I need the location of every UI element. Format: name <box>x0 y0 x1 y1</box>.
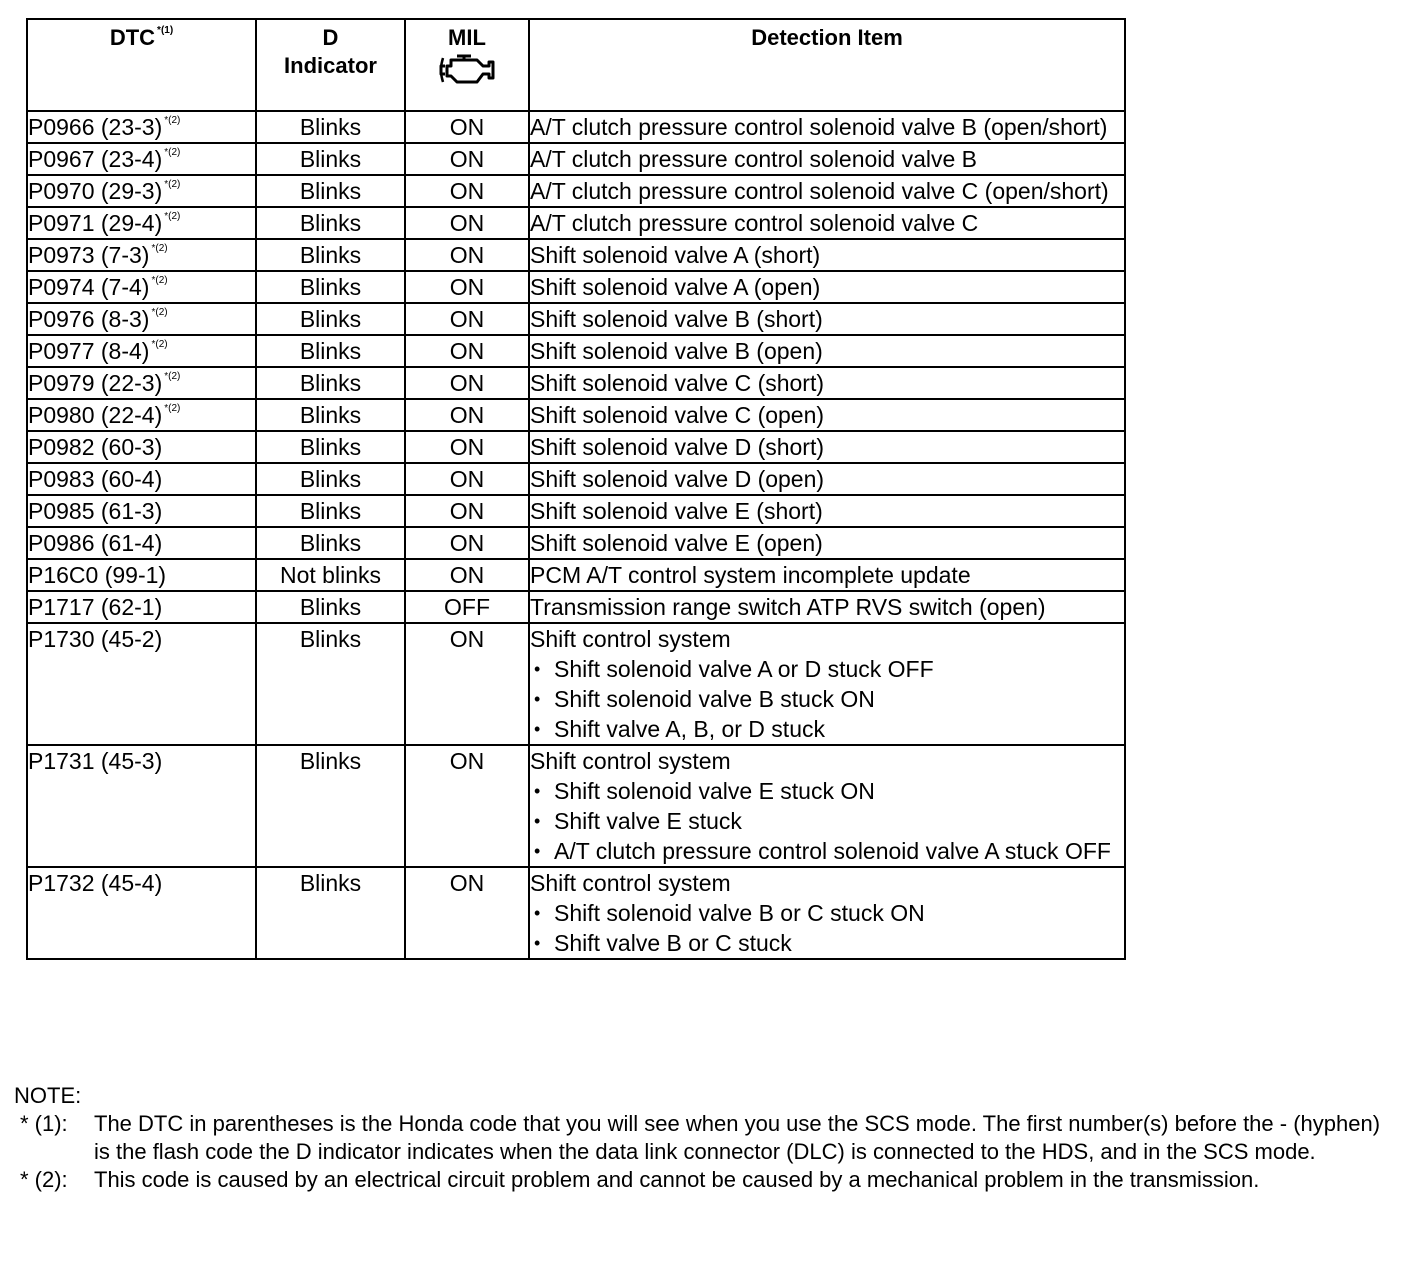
detection-bullet-item: • Shift valve B or C stuck <box>530 928 1124 958</box>
table-row <box>27 175 1125 207</box>
note-text: The DTC in parentheses is the Honda code that you will see when you use the SCS mode. The first number(s) before the - (hyphen) is the flash code the D indicator indicates when the data link connector (DLC) is connected to the HDS, and in the SCS mode. <box>94 1111 1381 1164</box>
detection-item-cell <box>529 463 1125 495</box>
detection-item-cell <box>529 399 1125 431</box>
dtc-note-ref: *(2) <box>151 243 168 254</box>
detection-item-text: A/T clutch pressure control solenoid valve B (open/short) <box>530 114 1108 140</box>
dtc-code-cell <box>27 111 256 143</box>
mil-status-cell: ON <box>405 335 529 367</box>
detection-item-text: Shift control system <box>530 870 731 896</box>
dtc-code: P1730 (45-2) <box>28 626 163 652</box>
mil-status-cell: ON <box>405 175 529 207</box>
dtc-code: P0983 (60-4) <box>28 466 163 492</box>
table-row <box>27 559 1125 591</box>
table-body <box>27 111 1125 959</box>
dtc-code-cell <box>27 271 256 303</box>
detection-item-cell <box>529 207 1125 239</box>
detection-item-cell <box>529 527 1125 559</box>
detection-item-cell <box>529 623 1125 745</box>
mil-status-cell: ON <box>405 399 529 431</box>
dtc-note-ref: *(2) <box>164 179 181 190</box>
header-dtc-label: DTC <box>109 25 156 50</box>
d-indicator-cell: Blinks <box>256 463 405 495</box>
mil-status-cell: ON <box>405 207 529 239</box>
detection-bullet-item: • Shift solenoid valve E stuck ON <box>530 776 1124 806</box>
dtc-code-cell <box>27 559 256 591</box>
detection-bullet-list <box>530 776 1124 866</box>
detection-bullet-item: • A/T clutch pressure control solenoid valve A stuck OFF <box>530 836 1124 866</box>
dtc-note-ref: *(2) <box>151 307 168 318</box>
table-row <box>27 463 1125 495</box>
detection-item-cell <box>529 559 1125 591</box>
detection-bullet-item: • Shift solenoid valve A or D stuck OFF <box>530 654 1124 684</box>
detection-item-text: Shift solenoid valve C (open) <box>530 402 825 428</box>
header-dtc-note-ref: *(1) <box>157 25 174 36</box>
dtc-code: P1731 (45-3) <box>28 748 163 774</box>
detection-bullet-item: • Shift valve E stuck <box>530 806 1124 836</box>
detection-item-cell <box>529 367 1125 399</box>
table-row <box>27 745 1125 867</box>
detection-item-text: PCM A/T control system incomplete update <box>530 562 971 588</box>
mil-status-cell: ON <box>405 303 529 335</box>
header-row <box>27 19 1125 111</box>
detection-item-cell <box>529 303 1125 335</box>
table-row <box>27 111 1125 143</box>
notes-list <box>14 1110 1384 1194</box>
note-item <box>14 1166 1384 1194</box>
detection-bullet-item: • Shift solenoid valve B or C stuck ON <box>530 898 1124 928</box>
d-indicator-cell: Blinks <box>256 591 405 623</box>
d-indicator-cell: Blinks <box>256 239 405 271</box>
d-indicator-cell: Blinks <box>256 867 405 959</box>
d-indicator-cell: Blinks <box>256 367 405 399</box>
detection-item-cell <box>529 495 1125 527</box>
detection-item-cell <box>529 745 1125 867</box>
header-detection-item-label: Detection Item <box>751 25 903 50</box>
detection-item-cell <box>529 175 1125 207</box>
mil-status-cell: ON <box>405 111 529 143</box>
dtc-code: P0980 (22-4) <box>28 402 163 428</box>
d-indicator-cell: Not blinks <box>256 559 405 591</box>
dtc-note-ref: *(2) <box>164 115 181 126</box>
detection-bullet-item: • Shift valve A, B, or D stuck <box>530 714 1124 744</box>
dtc-code: P0967 (23-4) <box>28 146 163 172</box>
dtc-code-cell <box>27 463 256 495</box>
table-row <box>27 303 1125 335</box>
detection-bullet-list <box>530 654 1124 744</box>
header-detection-item <box>529 19 1125 111</box>
detection-item-text: Shift solenoid valve D (short) <box>530 434 825 460</box>
dtc-note-ref: *(2) <box>151 275 168 286</box>
mil-status-cell: OFF <box>405 591 529 623</box>
dtc-code-cell <box>27 399 256 431</box>
d-indicator-cell: Blinks <box>256 527 405 559</box>
dtc-code: P0986 (61-4) <box>28 530 163 556</box>
dtc-code: P0982 (60-3) <box>28 434 163 460</box>
mil-status-cell: ON <box>405 495 529 527</box>
mil-status-cell: ON <box>405 367 529 399</box>
table-row <box>27 239 1125 271</box>
d-indicator-cell: Blinks <box>256 745 405 867</box>
d-indicator-cell: Blinks <box>256 175 405 207</box>
table-row <box>27 431 1125 463</box>
mil-status-cell: ON <box>405 867 529 959</box>
detection-item-cell <box>529 591 1125 623</box>
header-d-indicator-label: D Indicator <box>284 25 377 78</box>
d-indicator-cell: Blinks <box>256 431 405 463</box>
dtc-code: P0966 (23-3) <box>28 114 163 140</box>
detection-item-text: Shift solenoid valve B (open) <box>530 338 823 364</box>
d-indicator-cell: Blinks <box>256 271 405 303</box>
d-indicator-cell: Blinks <box>256 399 405 431</box>
d-indicator-cell: Blinks <box>256 623 405 745</box>
detection-item-text: Shift control system <box>530 748 731 774</box>
detection-item-text: Shift solenoid valve E (short) <box>530 498 823 524</box>
detection-item-text: Shift solenoid valve C (short) <box>530 370 825 396</box>
mil-status-cell: ON <box>405 143 529 175</box>
detection-item-text: Shift solenoid valve D (open) <box>530 466 825 492</box>
dtc-code: P16C0 (99-1) <box>28 562 167 588</box>
mil-status-cell: ON <box>405 527 529 559</box>
dtc-note-ref: *(2) <box>164 147 181 158</box>
table-row <box>27 867 1125 959</box>
detection-item-text: Transmission range switch ATP RVS switch (open) <box>530 594 1046 620</box>
detection-item-cell <box>529 111 1125 143</box>
dtc-code-cell <box>27 527 256 559</box>
mil-status-cell: ON <box>405 559 529 591</box>
dtc-code-cell <box>27 143 256 175</box>
header-d-indicator <box>256 19 405 111</box>
dtc-code-cell <box>27 335 256 367</box>
dtc-code-cell <box>27 431 256 463</box>
dtc-code: P0970 (29-3) <box>28 178 163 204</box>
note-item <box>14 1110 1384 1166</box>
detection-item-text: Shift solenoid valve B (short) <box>530 306 823 332</box>
table-row <box>27 399 1125 431</box>
notes-title: NOTE: <box>14 1083 82 1108</box>
d-indicator-cell: Blinks <box>256 495 405 527</box>
note-marker: * (2): <box>20 1167 68 1192</box>
detection-item-cell <box>529 143 1125 175</box>
header-mil <box>405 19 529 111</box>
mil-status-cell: ON <box>405 431 529 463</box>
dtc-note-ref: *(2) <box>151 339 168 350</box>
dtc-table <box>26 18 1126 960</box>
notes-section <box>14 1082 1384 1194</box>
detection-item-text: Shift solenoid valve A (open) <box>530 274 821 300</box>
dtc-code: P0976 (8-3) <box>28 306 150 332</box>
detection-item-text: A/T clutch pressure control solenoid valve B <box>530 146 978 172</box>
table-row <box>27 207 1125 239</box>
dtc-code: P0973 (7-3) <box>28 242 150 268</box>
dtc-code-cell <box>27 623 256 745</box>
table-row <box>27 623 1125 745</box>
dtc-code-cell <box>27 303 256 335</box>
note-text: This code is caused by an electrical circuit problem and cannot be caused by a mechanical problem in the transmission. <box>94 1167 1260 1192</box>
detection-bullet-list <box>530 898 1124 958</box>
detection-item-text: A/T clutch pressure control solenoid valve C <box>530 210 979 236</box>
table-row <box>27 271 1125 303</box>
dtc-note-ref: *(2) <box>164 371 181 382</box>
detection-item-text: A/T clutch pressure control solenoid valve C (open/short) <box>530 178 1109 204</box>
dtc-code-cell <box>27 867 256 959</box>
dtc-code-cell <box>27 745 256 867</box>
header-mil-label: MIL <box>448 25 486 50</box>
note-marker: * (1): <box>20 1111 68 1136</box>
dtc-code: P0977 (8-4) <box>28 338 150 364</box>
detection-bullet-item: • Shift solenoid valve B stuck ON <box>530 684 1124 714</box>
dtc-code-cell <box>27 207 256 239</box>
table-row <box>27 143 1125 175</box>
table-header <box>27 19 1125 111</box>
table-row <box>27 367 1125 399</box>
detection-item-cell <box>529 335 1125 367</box>
table-row <box>27 527 1125 559</box>
detection-item-cell <box>529 239 1125 271</box>
dtc-code: P1732 (45-4) <box>28 870 163 896</box>
dtc-code: P0985 (61-3) <box>28 498 163 524</box>
mil-status-cell: ON <box>405 745 529 867</box>
d-indicator-cell: Blinks <box>256 303 405 335</box>
detection-item-text: Shift control system <box>530 626 731 652</box>
d-indicator-cell: Blinks <box>256 207 405 239</box>
dtc-code: P1717 (62-1) <box>28 594 163 620</box>
dtc-code-cell <box>27 239 256 271</box>
dtc-code: P0979 (22-3) <box>28 370 163 396</box>
dtc-code: P0974 (7-4) <box>28 274 150 300</box>
table-row <box>27 335 1125 367</box>
mil-status-cell: ON <box>405 239 529 271</box>
mil-status-cell: ON <box>405 463 529 495</box>
mil-status-cell: ON <box>405 623 529 745</box>
dtc-note-ref: *(2) <box>164 211 181 222</box>
dtc-code-cell <box>27 367 256 399</box>
mil-status-cell: ON <box>405 271 529 303</box>
dtc-code: P0971 (29-4) <box>28 210 163 236</box>
table-row <box>27 591 1125 623</box>
detection-item-text: Shift solenoid valve A (short) <box>530 242 821 268</box>
detection-item-cell <box>529 431 1125 463</box>
d-indicator-cell: Blinks <box>256 111 405 143</box>
dtc-note-ref: *(2) <box>164 403 181 414</box>
d-indicator-cell: Blinks <box>256 335 405 367</box>
dtc-code-cell <box>27 591 256 623</box>
dtc-code-cell <box>27 175 256 207</box>
engine-check-icon <box>437 52 497 88</box>
dtc-code-cell <box>27 495 256 527</box>
header-dtc <box>27 19 256 111</box>
d-indicator-cell: Blinks <box>256 143 405 175</box>
table-row <box>27 495 1125 527</box>
detection-item-cell <box>529 271 1125 303</box>
detection-item-text: Shift solenoid valve E (open) <box>530 530 823 556</box>
detection-item-cell <box>529 867 1125 959</box>
